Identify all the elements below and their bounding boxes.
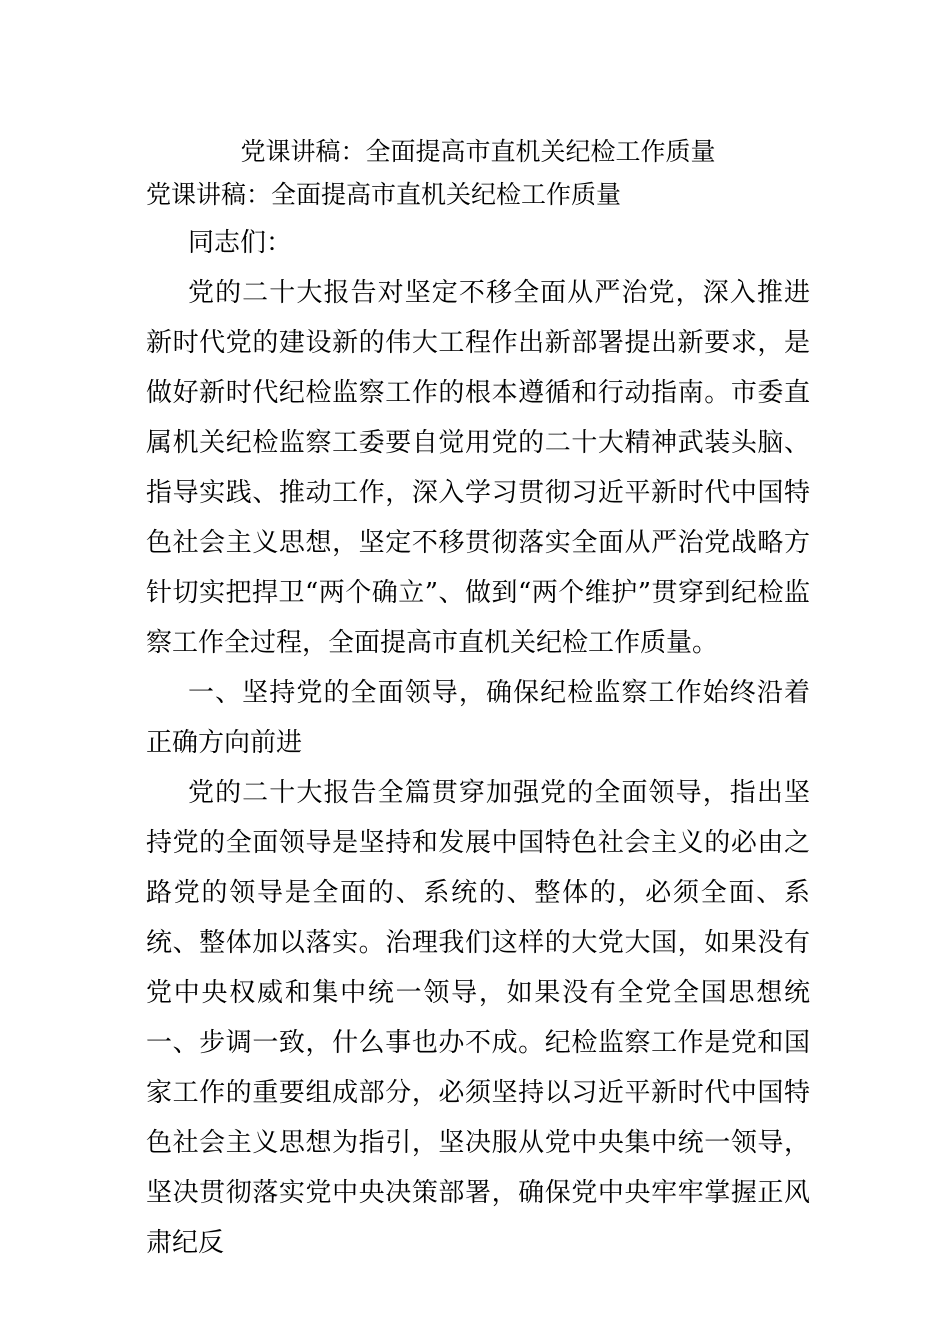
document-body bbox=[146, 132, 810, 1268]
paragraph-section-1: 党的二十大报告全篇贯穿加强党的全面领导，指出坚持党的全面领导是坚持和发展中国特色社会主义的必由之路党的领导是全面的、系统的、整体的，必须全面、系统、整体加以落实。治理我们这样的大党大国，如果没有党中央权威和集中统一领导，如果没有全党全国思想统一、步调一致，什么事也办不成。纪检监察工作是党和国家工作的重要组成部分，必须坚持以习近平新时代中国特色社会主义思想为指引，坚决服从党中央集中统一领导，坚决贯彻落实党中央决策部署，确保党中央牢牢掌握正风肃纪反 bbox=[146, 778, 810, 1258]
paragraph-intro: 党的二十大报告对坚定不移全面从严治党，深入推进新时代党的建设新的伟大工程作出新部署提出新要求，是做好新时代纪检监察工作的根本遵循和行动指南。市委直属机关纪检监察工委要自觉用党的二十大精神武装头脑、指导实践、推动工作，深入学习贯彻习近平新时代中国特色社会主义思想，坚定不移贯彻落实全面从严治党战略方针切实把捍卫“两个确立”、做到“两个维护”贯穿到纪检监察工作全过程，全面提高市直机关纪检工作质量。 bbox=[146, 278, 810, 658]
document-title: 党课讲稿：全面提高市直机关纪检工作质量 bbox=[240, 137, 716, 166]
section-heading-1: 一、坚持党的全面领导，确保纪检监察工作始终沿着正确方向前进 bbox=[146, 678, 810, 758]
document-subtitle: 党课讲稿：全面提高市直机关纪检工作质量 bbox=[146, 180, 622, 209]
salutation: 同志们： bbox=[188, 228, 293, 258]
